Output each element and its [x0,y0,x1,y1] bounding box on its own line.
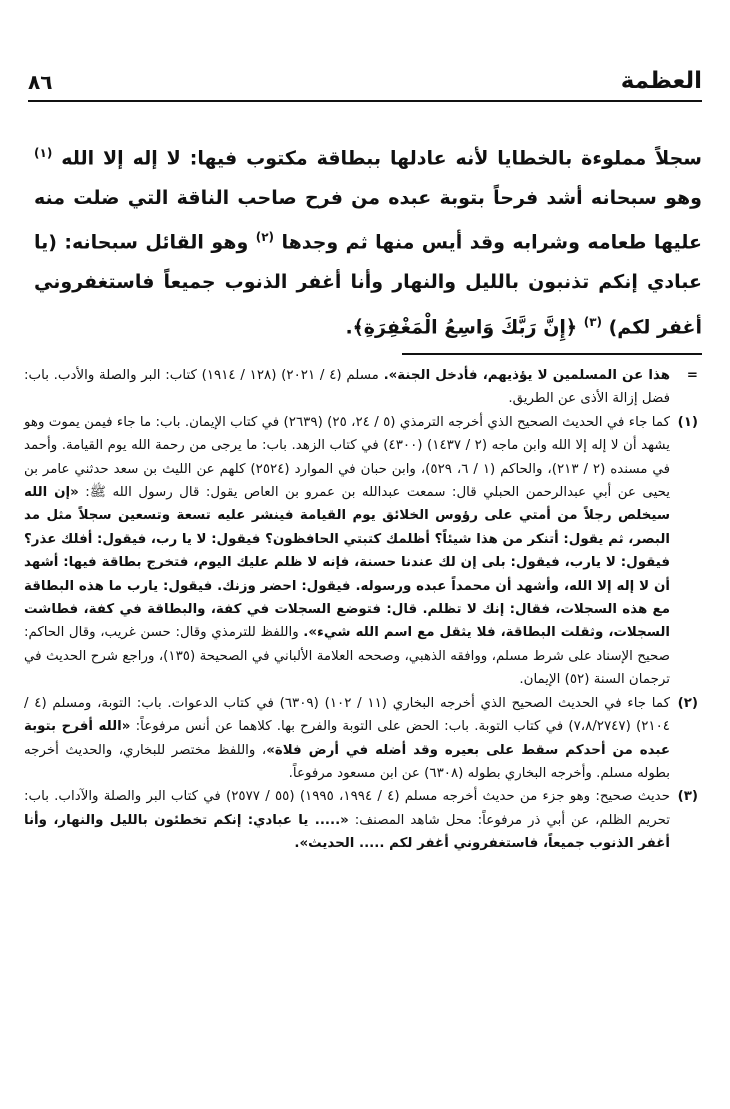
footnote-text: مسلم (٤ / ٢٠٢١) (١٢٨ / ١٩١٤) كتاب: البر والصلة والأدب. باب: فضل إزالة الأذى عن الطريق. [24,368,670,407]
main-paragraph [34,134,702,347]
continuation-marker: = [686,368,698,383]
footnote-text: واللفظ للترمذي وقال: حسن غريب، وقال الحاكم: صحيح الإسناد على شرط مسلم، ووافقه الذهبي، وصححه العلامة الألباني في الصحيحة (١٣٥)، وراجع شرح الحديث في ترجمان السنة (٥٢) الإيمان. [24,625,671,688]
hadith-text: «إن الله سيخلص رجلاً من أمتي على رؤوس الخلائق يوم القيامة فينشر عليه تسعة وتسعين سجلاً مثل مد البصر، ثم يقول: أتنكر من هذا شيئاً؟ أظلمك كتبتي الحافظون؟ فيقول: لا يا رب، فيقول: أفلك عذر؟ فيقول: لا يارب، فيقول: بلى إن لك عندنا حسنة، فإنه لا ظلم عليك اليوم، فتخرج بطاقة فيها: أشهد أن لا إله إلا الله، وأشهد أن محمداً عبده ورسوله. فيقول: احضر وزنك. فيقول: يارب ما هذه البطاقة مع هذه السجلات، فقال: إنك لا تظلم. قال: فتوضع السجلات في كفة، والبطاقة في كفة، فطاشت السجلات، وثقلت البطاقة، فلا يثقل مع اسم الله شيء». [24,485,670,641]
footnote-1 [24,411,698,692]
footnote-ref: (١) [34,146,53,160]
hadith-text: «..... يا عبادي: إنكم تخطئون بالليل والنهار، وأنا أغفر الذنوب جميعاً، فاستغفروني أغفر لكم ..... الحديث». [24,812,670,852]
footnote-ref: (٣) [583,314,602,329]
footnote-ref: (٢) [255,230,274,245]
footnote-text: كما جاء في الحديث الصحيح الذي أخرجه البخاري (١١ / ١٠٢) (٦٣٠٩) في كتاب الدعوات. باب: التوبة، ومسلم (٤ / ٢١٠٤) (٧،٨/٢٧٤٧) في كتاب التوبة. باب: الحض على التوبة والفرح بها. كلاهما عن أنس مرفوعاً: [24,695,670,735]
footnote-continuation [24,364,698,411]
hadith-text: هذا عن المسلمين لا يؤذيهم، فأدخل الجنة». [383,368,671,383]
footnote-body [24,692,670,786]
footnote-marker: (٢) [677,695,698,711]
main-text-part: وهو سبحانه أشد فرحاً بتوبة عبده من فرح صاحب الناقة التي ضلت منه عليها طعامه وشرابه وقد أيس منها ثم وجدها [34,186,702,254]
main-text-part: سجلاً مملوءة بالخطايا لأنه عادلها ببطاقة مكتوب فيها: لا إله إلا الله [61,147,702,170]
footnote-text: حديث صحيح: وهو جزء من حديث أخرجه مسلم (٤ / ١٩٩٤، ١٩٩٥) (٥٥ / ٢٥٧٧) في كتاب البر والصلة والآداب. باب: تحريم الظلم، عن أبي ذر مرفوعاً: محل شاهد المصنف: [24,789,670,828]
footnote-body [24,364,670,411]
page-header [28,62,702,102]
main-text [34,134,702,347]
footnote-marker: (٣) [677,789,698,805]
footnote-text: كما جاء في الحديث الصحيح الذي أخرجه الترمذي (٥ / ٢٤، ٢٥) (٢٦٣٩) في كتاب الإيمان. باب: ما جاء فيمن يموت وهو يشهد أن لا إله إلا الله وابن ماجه (٢ / ١٤٣٧) (٤٣٠٠) في كتاب الزهد. باب: ما يرجى من رحمة الله يوم القيامة. وأحمد في مسنده (٢ / ٢١٣)، والحاكم (١ / ٦، ٥٢٩)، وابن حبان في الموارد (٢٥٢٤) كلهم عن الليث بن سعد حدثني عامر بن يحيى عن أبي عبدالرحمن الحبلي قال: سمعت عبدالله بن عمرو بن العاص يقول: قال رسول الله ﷺ: [24,414,670,501]
footnote-body [24,411,670,692]
footnote-marker: (١) [677,414,698,430]
footnote-text: ، واللفظ مختصر للبخاري، والحديث أخرجه بطوله مسلم. وأخرجه البخاري بطوله (٦٣٠٨) عن ابن مسعود مرفوعاً. [24,742,670,781]
footnote-2 [24,692,698,786]
running-title: العظمة [620,68,702,94]
quran-verse: ﴿إِنَّ رَبَّكَ وَاسِعُ الْمَغْفِرَةِ﴾. [345,315,578,338]
main-text-part: وهو القائل سبحانه: (يا عبادي إنكم تذنبون بالليل والنهار وأنا أغفر الذنوب جميعاً فاستغفروني أغفر لكم) [34,231,702,338]
header-rule [28,100,702,102]
hadith-text: «الله أفرح بتوبة عبده من أحدكم سقط على بعيره وقد أضله في أرض فلاة» [24,719,670,758]
footnote-separator [402,353,702,355]
footnote-body [24,785,670,855]
page-number: ٨٦ [28,70,53,94]
footnote-3 [24,785,698,855]
footnotes [24,364,698,856]
